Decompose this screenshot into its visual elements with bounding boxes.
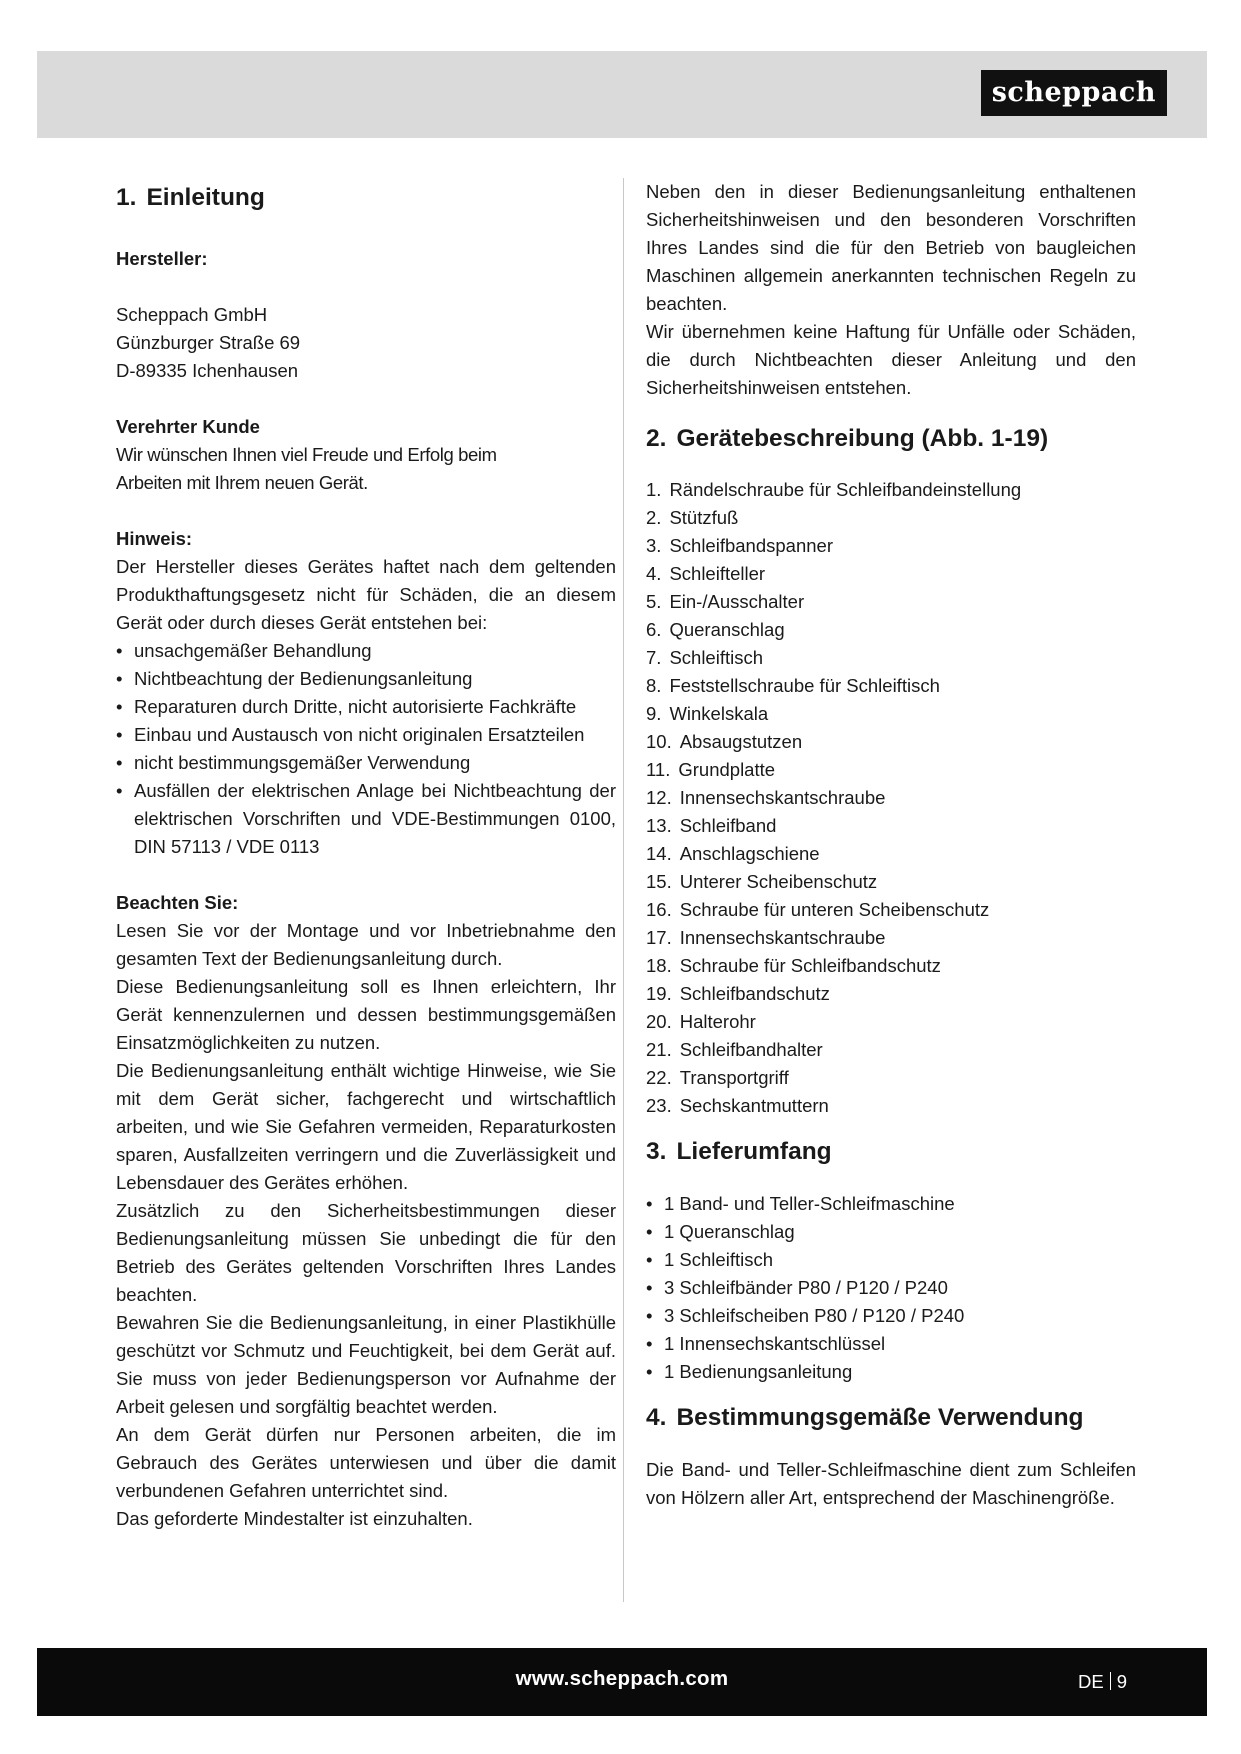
address-line: Scheppach GmbH [116,304,268,325]
list-item: 7. Schleiftisch [646,647,764,668]
attention-paragraph: Die Bedienungsanleitung enthält wichtige Hinweise, wie Sie mit dem Gerät sicher, fachgerecht und wirtschaftlich arbeiten, und wie Sie Gefahren vermeiden, Reparaturkosten sparen, Ausfallzeiten verringern und die Zuverlässigkeit und Lebensdauer des Gerätes erhöhen. [116,1060,616,1193]
left-column [116,178,616,1533]
attention-paragraph: Zusätzlich zu den Sicherheitsbestimmungen dieser Bedienungsanleitung müssen Sie unbedingt die für den Betrieb des Gerätes geltenden Vorschriften Ihres Landes beachten. [116,1200,616,1305]
delivery-list [646,1190,1136,1386]
list-item: 15. Unterer Scheibenschutz [646,871,878,892]
parts-list [646,476,1136,1120]
list-item: 9. Winkelskala [646,703,769,724]
section-3-heading: 3. Lieferumfang [646,1138,832,1165]
attention-paragraph: Das geforderte Mindestalter ist einzuhalten. [116,1508,473,1529]
list-item: 20. Halterohr [646,1011,756,1032]
customer-text: Wir wünschen Ihnen viel Freude und Erfolg beim Arbeiten mit Ihrem neuen Gerät. [116,444,497,493]
list-item: • 3 Schleifscheiben P80 / P120 / P240 [646,1302,1136,1330]
customer-label: Verehrter Kunde [116,416,260,437]
attention-label: Beachten Sie: [116,892,239,913]
list-item: 5. Ein-/Ausschalter [646,591,805,612]
list-item: 14. Anschlagschiene [646,843,820,864]
page-number: 9 [1116,1671,1127,1692]
column-divider [623,178,624,1602]
page-indicator [1078,1648,1127,1716]
list-item: 13. Schleifband [646,815,777,836]
manufacturer-label: Hersteller: [116,248,208,269]
list-item: 6. Queranschlag [646,619,785,640]
footer-website-link[interactable]: www.scheppach.com [515,1667,729,1690]
attention-paragraph: An dem Gerät dürfen nur Personen arbeiten, die im Gebrauch des Gerätes unterwiesen und über die damit verbundenen Gefahren unterrichtet sind. [116,1424,616,1501]
list-item: 18. Schraube für Schleifbandschutz [646,955,941,976]
brand-logo: scheppach [981,70,1167,116]
list-item: • Reparaturen durch Dritte, nicht autorisierte Fachkräfte [116,693,616,721]
list-item: 2. Stützfuß [646,507,739,528]
attention-paragraph: Lesen Sie vor der Montage und vor Inbetriebnahme den gesamten Text der Bedienungsanleitung durch. [116,920,616,969]
footer-band [37,1648,1207,1716]
list-item: 16. Schraube für unteren Scheibenschutz [646,899,990,920]
list-item: • nicht bestimmungsgemäßer Verwendung [116,749,616,777]
list-item: 17. Innensechskantschraube [646,927,886,948]
intro-paragraph: Wir übernehmen keine Haftung für Unfälle oder Schäden, die durch Nichtbeachten dieser Anleitung und den Sicherheitshinweisen entstehen. [646,321,1136,398]
section-2-heading: 2. Gerätebeschreibung (Abb. 1-19) [646,425,1049,452]
attention-paragraph: Diese Bedienungsanleitung soll es Ihnen erleichtern, Ihr Gerät kennenzulernen und dessen bestimmungsgemäßen Einsatzmöglichkeiten zu nutzen. [116,976,616,1053]
list-item: • 1 Schleiftisch [646,1246,1136,1274]
list-item: 10. Absaugstutzen [646,731,803,752]
list-item: • Nichtbeachtung der Bedienungsanleitung [116,665,616,693]
list-item: • Einbau und Austausch von nicht originalen Ersatzteilen [116,721,616,749]
list-item: • unsachgemäßer Behandlung [116,637,616,665]
list-item: 23. Sechskantmuttern [646,1095,829,1116]
list-item: • 1 Innensechskantschlüssel [646,1330,1136,1358]
list-item: 19. Schleifbandschutz [646,983,830,1004]
list-item: • 1 Bedienungsanleitung [646,1358,1136,1386]
list-item: 3. Schleifbandspanner [646,535,833,556]
list-item: 12. Innensechskantschraube [646,787,886,808]
list-item: 22. Transportgriff [646,1067,789,1088]
page-separator [1110,1672,1111,1690]
usage-text: Die Band- und Teller-Schleifmaschine dient zum Schleifen von Hölzern aller Art, entsprechend der Maschinengröße. [646,1459,1136,1508]
intro-paragraph: Neben den in dieser Bedienungsanleitung enthaltenen Sicherheitshinweisen und den besonderen Vorschriften Ihres Landes sind die für den Betrieb von baugleichen Maschinen allgemein anerkannten technischen Regeln zu beachten. [646,181,1136,314]
list-item: 11. Grundplatte [646,759,776,780]
list-item: • 3 Schleifbänder P80 / P120 / P240 [646,1274,1136,1302]
header-band [37,51,1207,138]
manufacturer-address [116,301,616,385]
attention-paragraph: Bewahren Sie die Bedienungsanleitung, in einer Plastikhülle geschützt vor Schmutz und Feuchtigkeit, bei dem Gerät auf. Sie muss von jeder Bedienungsperson vor Aufnahme der Arbeit gelesen und sorgfältig beachtet werden. [116,1312,616,1417]
note-bullet-list [116,637,616,861]
list-item: 1. Rändelschraube für Schleifbandeinstellung [646,479,1022,500]
section-1-heading: 1. Einleitung [116,184,265,211]
list-item: 21. Schleifbandhalter [646,1039,823,1060]
section-4-heading: 4. Bestimmungsgemäße Verwendung [646,1404,1084,1431]
right-column [646,178,1136,1512]
list-item: • Ausfällen der elektrischen Anlage bei Nichtbeachtung der elektrischen Vorschriften und VDE-Bestimmungen 0100, DIN 57113 / VDE 0113 [116,777,616,861]
list-item: 4. Schleifteller [646,563,766,584]
note-label: Hinweis: [116,528,193,549]
address-line: Günzburger Straße 69 [116,332,301,353]
list-item: • 1 Band- und Teller-Schleifmaschine [646,1190,1136,1218]
language-code: DE [1078,1671,1104,1692]
list-item: 8. Feststellschraube für Schleiftisch [646,675,940,696]
address-line: D-89335 Ichenhausen [116,360,299,381]
note-text: Der Hersteller dieses Gerätes haftet nach dem geltenden Produkthaftungsgesetz nicht für Schäden, die an diesem Gerät oder durch dieses Gerät entstehen bei: [116,556,616,633]
list-item: • 1 Queranschlag [646,1218,1136,1246]
